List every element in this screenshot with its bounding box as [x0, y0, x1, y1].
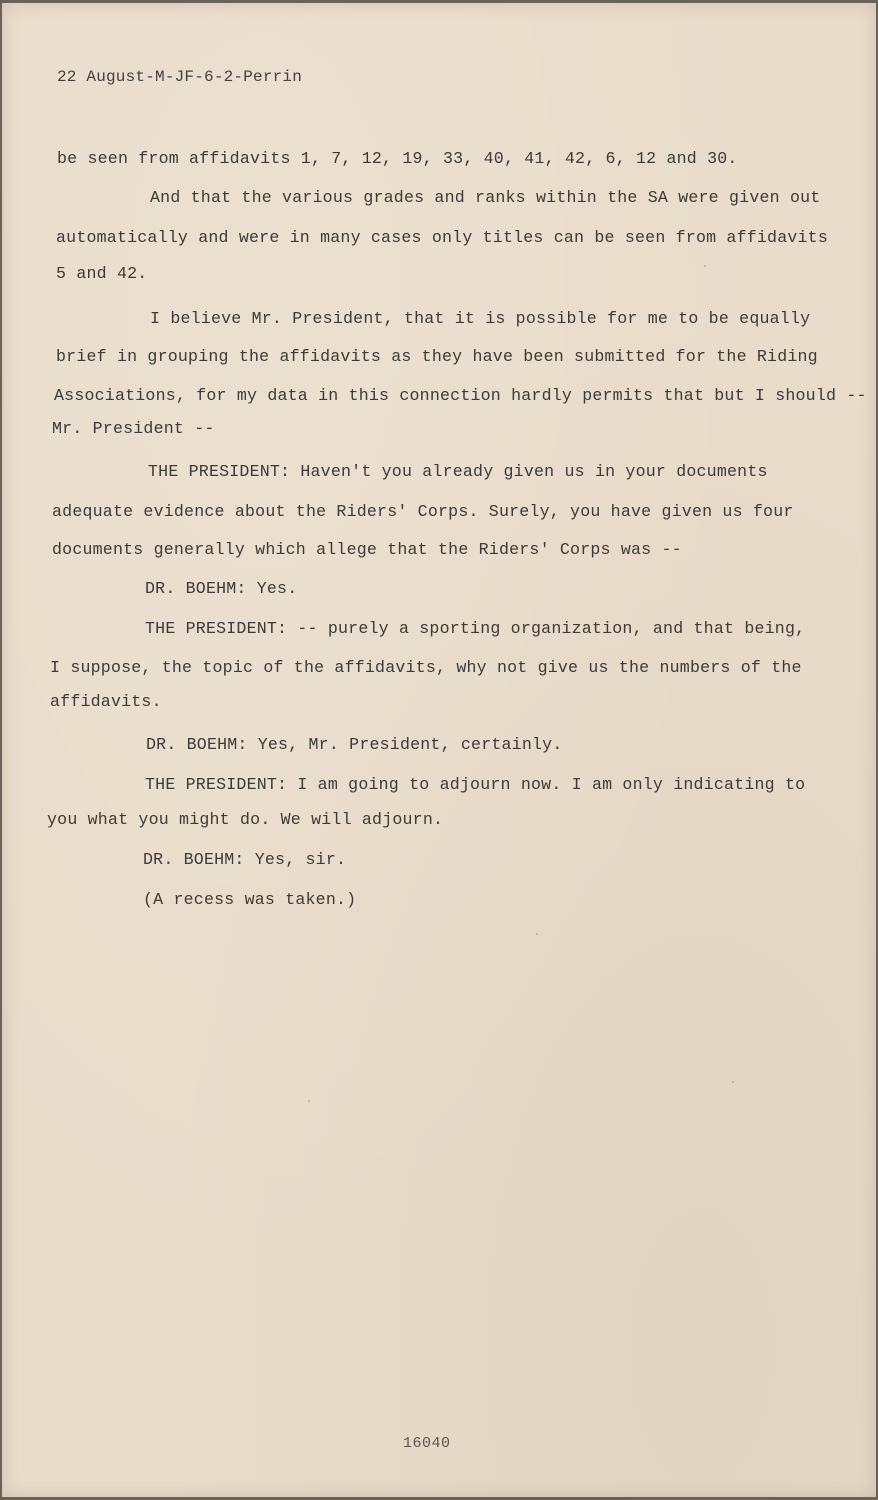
text-line: DR. BOEHM: Yes, sir. [143, 850, 347, 869]
paper-speck [308, 1100, 310, 1102]
text-line: brief in grouping the affidavits as they have been submitted for the Riding [56, 347, 818, 366]
text-line: I believe Mr. President, that it is possible for me to be equally [150, 309, 811, 328]
text-line: automatically and were in many cases only titles can be seen from affidavits [56, 228, 828, 247]
text-line: THE PRESIDENT: Haven't you already given us in your documents [148, 462, 768, 481]
text-line: Mr. President -- [52, 419, 215, 438]
text-line: affidavits. [50, 692, 162, 711]
page-number: 16040 [403, 1435, 451, 1452]
text-line: I suppose, the topic of the affidavits, why not give us the numbers of the [50, 658, 802, 677]
text-line: be seen from affidavits 1, 7, 12, 19, 33, 40, 41, 42, 6, 12 and 30. [57, 149, 738, 168]
text-line: adequate evidence about the Riders' Corps. Surely, you have given us four [52, 502, 794, 521]
text-line: 5 and 42. [56, 264, 148, 283]
text-line: THE PRESIDENT: I am going to adjourn now. I am only indicating to [145, 775, 806, 794]
text-line: documents generally which allege that the Riders' Corps was -- [52, 540, 682, 559]
paper-speck [732, 1081, 734, 1083]
text-line: THE PRESIDENT: -- purely a sporting organization, and that being, [145, 619, 806, 638]
paper-speck [704, 265, 706, 267]
paper-speck [536, 933, 538, 935]
text-line: (A recess was taken.) [143, 890, 357, 909]
document-page [2, 3, 876, 1497]
text-line: DR. BOEHM: Yes, Mr. President, certainly. [146, 735, 563, 754]
text-line: you what you might do. We will adjourn. [47, 810, 444, 829]
text-line: And that the various grades and ranks within the SA were given out [150, 188, 821, 207]
text-line: DR. BOEHM: Yes. [145, 579, 298, 598]
text-line: Associations, for my data in this connection hardly permits that but I should -- [54, 386, 867, 405]
page-header: 22 August-M-JF-6-2-Perrin [57, 68, 303, 86]
